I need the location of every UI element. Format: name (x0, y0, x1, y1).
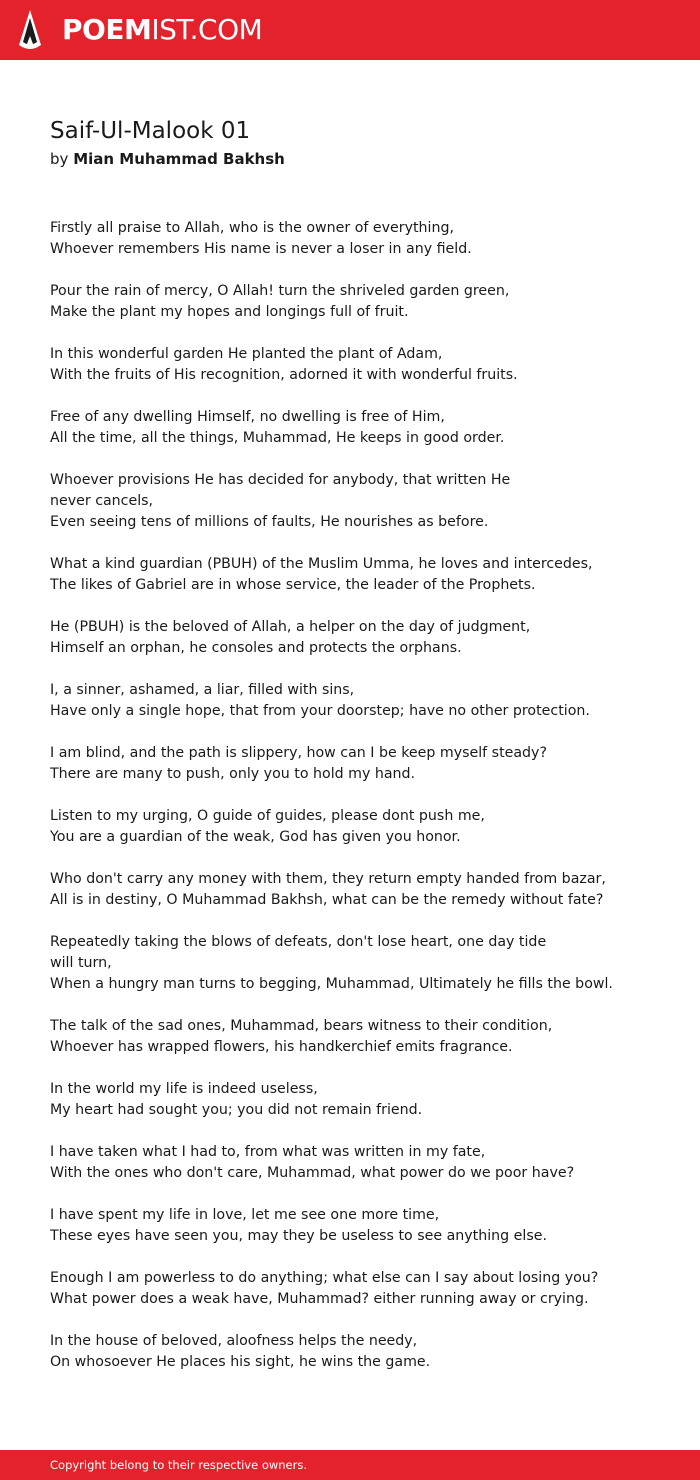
poem-line: Free of any dwelling Himself, no dwelling is free of Him, (50, 409, 445, 425)
poem-line: On whosoever He places his sight, he wins the game. (50, 1354, 431, 1370)
poem-line: Pour the rain of mercy, O Allah! turn the shriveled garden green, (50, 283, 510, 299)
stanza (50, 554, 610, 617)
poem-byline (50, 148, 285, 170)
stanza (50, 617, 610, 680)
poem-line: Have only a single hope, that from your doorstep; have no other protection. (50, 703, 590, 719)
poem-line: There are many to push, only you to hold my hand. (50, 766, 416, 782)
poem-line: I, a sinner, ashamed, a liar, filled with sins, (50, 682, 355, 698)
poem-line: Enough I am powerless to do anything; what else can I say about losing you? (50, 1270, 599, 1286)
author-name: Mian Muhammad Bakhsh (73, 150, 285, 168)
logo-brand-bold: POEM (62, 13, 152, 46)
site-logo[interactable] (62, 12, 262, 48)
site-footer (0, 1450, 700, 1480)
stanza (50, 1331, 610, 1394)
stanza (50, 932, 613, 1016)
copyright-notice: Copyright belong to their respective owners. (50, 1458, 308, 1472)
site-header (0, 0, 700, 60)
poem-line: Whoever provisions He has decided for anybody, that written He never cancels, (50, 472, 511, 509)
poem-line: My heart had sought you; you did not remain friend. (50, 1102, 423, 1118)
poem-line: Himself an orphan, he consoles and protects the orphans. (50, 640, 462, 656)
poem-line: Repeatedly taking the blows of defeats, don't lose heart, one day tide will turn, (50, 934, 547, 971)
poem-body (50, 218, 613, 1394)
poem-line: The likes of Gabriel are in whose service, the leader of the Prophets. (50, 577, 536, 593)
stanza (50, 1016, 610, 1079)
poem-line: In the house of beloved, aloofness helps the needy, (50, 1333, 418, 1349)
poem-line: The talk of the sad ones, Muhammad, bears witness to their condition, (50, 1018, 553, 1034)
stanza (50, 806, 610, 869)
poem-line: These eyes have seen you, may they be useless to see anything else. (50, 1228, 547, 1244)
poem-line: Whoever remembers His name is never a loser in any field. (50, 241, 472, 257)
poem-title: Saif-Ul-Malook 01 (50, 118, 251, 144)
poem-line: Even seeing tens of millions of faults, He nourishes as before. (50, 514, 489, 530)
stanza (50, 218, 610, 281)
poem-line: Make the plant my hopes and longings full of fruit. (50, 304, 409, 320)
stanza (50, 281, 610, 344)
poem-line: What a kind guardian (PBUH) of the Muslim Umma, he loves and intercedes, (50, 556, 593, 572)
poem-line: You are a guardian of the weak, God has given you honor. (50, 829, 461, 845)
poem-line: With the ones who don't care, Muhammad, what power do we poor have? (50, 1165, 575, 1181)
stanza (50, 1079, 610, 1142)
stanza (50, 407, 610, 470)
stanza (50, 470, 610, 554)
poem-line: All the time, all the things, Muhammad, He keeps in good order. (50, 430, 505, 446)
poem-line: All is in destiny, O Muhammad Bakhsh, what can be the remedy without fate? (50, 892, 604, 908)
poem-line: I have spent my life in love, let me see one more time, (50, 1207, 440, 1223)
poem-line: In the world my life is indeed useless, (50, 1081, 318, 1097)
pen-nib-icon[interactable] (16, 9, 44, 51)
poem-line: Listen to my urging, O guide of guides, please dont push me, (50, 808, 485, 824)
logo-brand-light: IST.COM (151, 13, 263, 46)
poem-line: In this wonderful garden He planted the plant of Adam, (50, 346, 443, 362)
poem-line: He (PBUH) is the beloved of Allah, a helper on the day of judgment, (50, 619, 531, 635)
poem-line: When a hungry man turns to begging, Muhammad, Ultimately he fills the bowl. (50, 976, 613, 992)
stanza (50, 1205, 610, 1268)
poem-line: I have taken what I had to, from what was written in my fate, (50, 1144, 486, 1160)
poem-line: Firstly all praise to Allah, who is the owner of everything, (50, 220, 454, 236)
poem-line: Whoever has wrapped flowers, his handkerchief emits fragrance. (50, 1039, 513, 1055)
stanza (50, 1268, 610, 1331)
stanza (50, 680, 610, 743)
poem-line: With the fruits of His recognition, adorned it with wonderful fruits. (50, 367, 518, 383)
poem-line: What power does a weak have, Muhammad? either running away or crying. (50, 1291, 589, 1307)
stanza (50, 344, 610, 407)
stanza (50, 1142, 610, 1205)
by-label: by (50, 150, 69, 168)
stanza (50, 743, 610, 806)
poem-line: Who don't carry any money with them, they return empty handed from bazar, (50, 871, 606, 887)
stanza (50, 869, 610, 932)
poem-line: I am blind, and the path is slippery, how can I be keep myself steady? (50, 745, 547, 761)
